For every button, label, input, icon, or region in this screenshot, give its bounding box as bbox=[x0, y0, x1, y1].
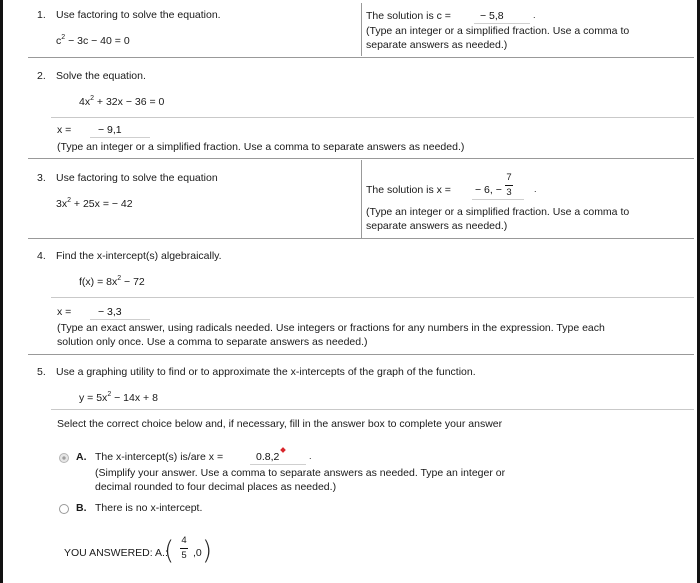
question-5-prompt: Use a graphing utility to find or to approximate the x-intercepts of the graph of the function. bbox=[56, 366, 476, 378]
choice-a-letter: A. bbox=[76, 451, 87, 463]
question-4-solution-label: x = bbox=[57, 306, 72, 318]
question-1-number: 1. bbox=[37, 9, 46, 21]
choice-a-note-line1: (Simplify your answer. Use a comma to separate answers as needed. Type an integer or bbox=[95, 467, 506, 479]
question-4-prompt: Find the x-intercept(s) algebraically. bbox=[56, 250, 222, 262]
question-4-note-line1: (Type an exact answer, using radicals needed. Use integers or fractions for any numbers in the expression. Type each bbox=[57, 322, 605, 334]
question-5-answer-separator bbox=[51, 409, 694, 410]
you-answered-denominator: 5 bbox=[181, 550, 187, 561]
question-3-fraction-denominator: 3 bbox=[506, 187, 512, 198]
question-1-divider bbox=[361, 3, 362, 56]
question-1-prompt: Use factoring to solve the equation. bbox=[56, 9, 221, 21]
you-answered-close-paren: ) bbox=[202, 536, 213, 566]
divider-2 bbox=[28, 158, 694, 159]
question-5-equation: $y = 5x^2 - 14x + 8$ bbox=[79, 391, 158, 404]
divider-4 bbox=[28, 354, 694, 355]
divider-3 bbox=[28, 238, 694, 239]
question-4-answer-input[interactable]: − 3,3 bbox=[98, 306, 122, 318]
choice-a-text: The x-intercept(s) is/are x = bbox=[95, 451, 224, 463]
question-3-prompt: Use factoring to solve the equation bbox=[56, 172, 218, 184]
question-3-equation: $3x^2 + 25x$ = − 42 bbox=[56, 197, 133, 210]
question-2-equation: $4x^2 + 32x - 36 = 0$ bbox=[79, 95, 165, 108]
you-answered-rest: ,0 bbox=[193, 547, 202, 559]
question-3-fraction-bar bbox=[505, 185, 513, 186]
question-4-answer-separator bbox=[51, 297, 694, 298]
question-1-answer-input[interactable]: − 5,8 bbox=[480, 10, 504, 22]
question-4-equation: $f(x) = 8x^2 - 72$ bbox=[79, 275, 145, 288]
question-1-answer-underline bbox=[474, 23, 530, 24]
question-4-note-line2: solution only once. Use a comma to separate answers as needed.) bbox=[57, 336, 368, 348]
question-3-solution-label: The solution is x = bbox=[366, 184, 451, 196]
question-4-number: 4. bbox=[37, 250, 46, 262]
divider-1 bbox=[28, 57, 694, 58]
question-4-answer-underline bbox=[90, 319, 150, 320]
answer-flag-icon bbox=[280, 447, 286, 453]
question-3-note-line2: separate answers as needed.) bbox=[366, 220, 508, 232]
question-2-note: (Type an integer or a simplified fraction. Use a comma to separate answers as needed.) bbox=[57, 141, 465, 153]
question-3-fraction-numerator: 7 bbox=[506, 172, 512, 183]
you-answered-numerator: 4 bbox=[181, 535, 187, 546]
choice-a-period: . bbox=[309, 451, 312, 461]
choice-a-answer-underline bbox=[250, 464, 306, 465]
choice-b-text: There is no x-intercept. bbox=[95, 502, 203, 514]
question-3-number: 3. bbox=[37, 172, 46, 184]
question-1-solution-label: The solution is c = bbox=[366, 10, 451, 22]
choice-a-answer-input[interactable]: 0.8,2 bbox=[256, 451, 280, 463]
question-1-note-line2: separate answers as needed.) bbox=[366, 39, 508, 51]
you-answered-fraction bbox=[180, 535, 188, 562]
question-1-note-line1: (Type an integer or a simplified fraction. Use a comma to bbox=[366, 25, 630, 37]
question-2-answer-separator bbox=[51, 117, 694, 118]
you-answered-label: YOU ANSWERED: A.: bbox=[64, 547, 168, 559]
choice-b-radio[interactable] bbox=[59, 504, 69, 514]
question-3-answer-underline bbox=[472, 199, 524, 200]
question-5-number: 5. bbox=[37, 366, 46, 378]
question-2-answer-underline bbox=[90, 137, 150, 138]
question-2-solution-label: x = bbox=[57, 124, 72, 136]
question-2-number: 2. bbox=[37, 70, 46, 82]
question-1-period: . bbox=[533, 10, 536, 20]
choice-b-letter: B. bbox=[76, 502, 87, 514]
question-3-divider bbox=[361, 160, 362, 238]
choice-a-radio[interactable] bbox=[59, 453, 69, 463]
question-5-instruction: Select the correct choice below and, if necessary, fill in the answer box to complete your answer bbox=[57, 418, 503, 430]
question-3-answer-fraction[interactable] bbox=[505, 172, 513, 199]
question-3-period: . bbox=[534, 184, 537, 194]
question-3-answer-prefix[interactable]: − 6, − bbox=[475, 184, 502, 196]
you-answered-open-paren: ( bbox=[164, 536, 175, 566]
question-1-equation: $c^2 - 3c - 40 = 0$ bbox=[56, 34, 130, 47]
question-2-answer-input[interactable]: − 9,1 bbox=[98, 124, 122, 136]
left-edge-bar bbox=[0, 0, 3, 583]
question-2-prompt: Solve the equation. bbox=[56, 70, 146, 82]
question-3-note-line1: (Type an integer or a simplified fraction. Use a comma to bbox=[366, 206, 630, 218]
you-answered-fraction-bar bbox=[180, 548, 188, 549]
choice-a-note-line2: decimal rounded to four decimal places as needed.) bbox=[95, 481, 337, 493]
